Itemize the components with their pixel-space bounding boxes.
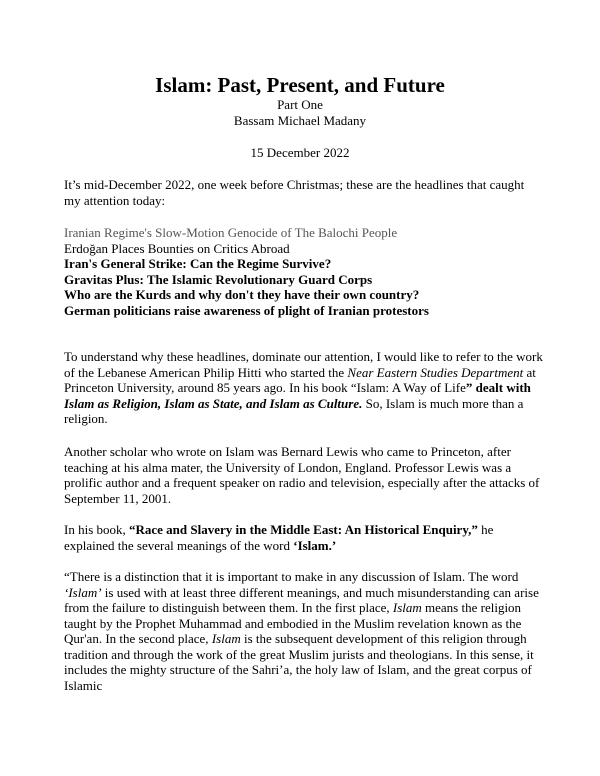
paragraph-text: ” dealt with [465, 380, 531, 395]
headline-item: German politicians raise awareness of plight of Iranian protestors [64, 302, 429, 318]
paragraph-text: means the religion taught by the Prophet Muhammad and embodied in the Muslim revelation known as the Qur'an. In the second place, [64, 600, 522, 646]
book-title: “Race and Slavery in the Middle East: An Historical Enquiry,” [129, 522, 478, 537]
headline-item: Erdoğan Places Bounties on Critics Abroad [64, 240, 290, 256]
headline-item: Who are the Kurds and why don't they have their own country? [64, 287, 420, 302]
paragraph-text: To understand why these headlines, dominate our attention, I would like to refer to the work of the Lebanese American Philip Hitti who started the [64, 349, 543, 380]
headline-item: Iran's General Strike: Can the Regime Survive? [64, 256, 332, 271]
paragraph-text: “There is a distinction that it is important to make in any discussion of Islam. The word [64, 569, 519, 584]
intro-paragraph [64, 177, 544, 208]
emphasis-text: ‘Islam.’ [293, 537, 337, 553]
race-slavery-paragraph [64, 522, 544, 553]
intro-text: It’s mid-December 2022, one week before Christmas; these are the headlines that caught my attention today: [64, 177, 525, 208]
headline-item: Gravitas Plus: The Islamic Revolutionary Guard Corps [64, 271, 373, 287]
headline-item: Iranian Regime's Slow-Motion Genocide of The Balochi People [64, 225, 398, 240]
emphasis-text: Islam [211, 631, 241, 646]
paragraph-text: is used with at least three different meanings, and much misunderstanding can arise from the failure to distinguish between them. In the first place, [64, 584, 539, 615]
document-date: 15 December 2022 [250, 145, 350, 160]
author-name: Bassam Michael Madany [233, 113, 367, 128]
headline-list [64, 225, 544, 318]
emphasis-text: Islam [392, 600, 422, 615]
lewis-paragraph [64, 444, 544, 506]
quote-paragraph [64, 569, 544, 693]
page-title: Islam: Past, Present, and Future [155, 73, 445, 97]
emphasis-text: ‘Islam’ [64, 584, 102, 600]
department-name: Near Eastern Studies Department [347, 364, 524, 380]
hitti-paragraph [64, 349, 544, 427]
emphasis-text: Islam as Religion, Islam as State, and Islam as Culture. [64, 395, 363, 411]
paragraph-text: he explained the several meanings of the word [64, 522, 494, 553]
paragraph-text: So, Islam is much more than a religion. [64, 395, 524, 426]
paragraph-text: is the subsequent development of this religion through tradition and through the work of the great Muslim jurists and theologians. In this sense, it includes the mighty structure of the Sahri’a, the holy law of Islam, and the great corpus of Islamic [64, 631, 534, 693]
paragraph-text: In his book, [64, 522, 129, 537]
part-label: Part One [277, 97, 323, 112]
paragraph-text: Another scholar who wrote on Islam was Bernard Lewis who came to Princeton, after teaching at his alma mater, the University of London, England. Professor Lewis was a prolific author and a frequent speaker on radio and television, especially after the attacks of September 11, 2001. [64, 444, 540, 506]
paragraph-text: at Princeton University, around 85 years ago. In his book “Islam: A Way of Life [64, 364, 536, 395]
